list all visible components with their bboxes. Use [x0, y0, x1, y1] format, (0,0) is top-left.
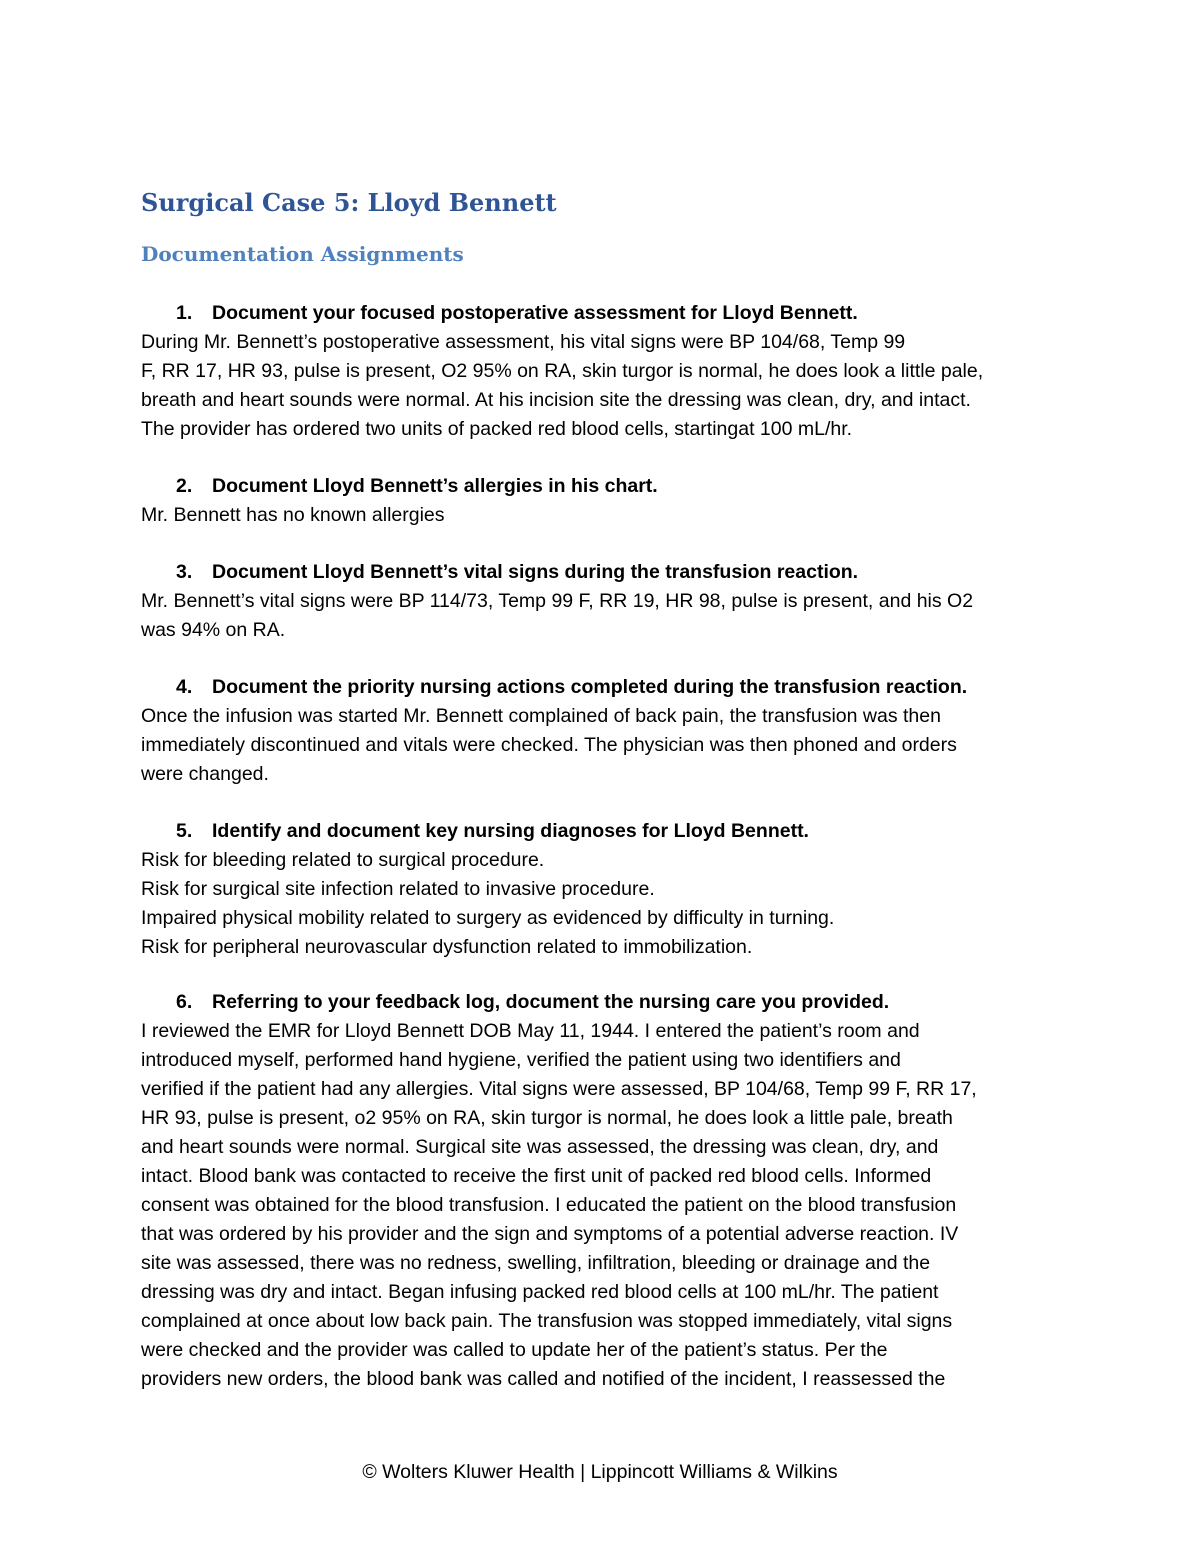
- answer-line: and heart sounds were normal. Surgical site was assessed, the dressing was clean, dry, and: [141, 1136, 939, 1158]
- answer-line: consent was obtained for the blood transfusion. I educated the patient on the blood transfusion: [141, 1194, 957, 1216]
- question-number: 3.: [176, 561, 193, 583]
- answer-line: During Mr. Bennett’s postoperative assessment, his vital signs were BP 104/68, Temp 99: [141, 331, 906, 353]
- answer-line: F, RR 17, HR 93, pulse is present, O2 95% on RA, skin turgor is normal, he does look a little pale,: [141, 360, 984, 382]
- question-5-heading: [176, 817, 809, 846]
- question-prompt: Referring to your feedback log, document the nursing care you provided.: [212, 991, 890, 1013]
- answer-line: Once the infusion was started Mr. Bennett complained of back pain, the transfusion was then: [141, 705, 941, 727]
- question-prompt: Identify and document key nursing diagnoses for Lloyd Bennett.: [212, 820, 809, 842]
- answer-line: Risk for surgical site infection related to invasive procedure.: [141, 878, 655, 900]
- answer-line: complained at once about low back pain. The transfusion was stopped immediately, vital signs: [141, 1310, 953, 1332]
- answer-2: [141, 501, 1056, 530]
- answer-line: was 94% on RA.: [141, 619, 286, 641]
- answer-1: [141, 328, 1056, 444]
- answer-3: [141, 587, 1056, 645]
- answer-line: Impaired physical mobility related to surgery as evidenced by difficulty in turning.: [141, 907, 835, 929]
- question-number: 1.: [176, 302, 193, 324]
- answer-4: [141, 702, 1056, 789]
- page-title: Surgical Case 5: Lloyd Bennett: [141, 188, 557, 217]
- question-3-heading: [176, 558, 858, 587]
- answer-line: intact. Blood bank was contacted to receive the first unit of packed red blood cells. Informed: [141, 1165, 932, 1187]
- question-number: 4.: [176, 676, 193, 698]
- question-number: 6.: [176, 991, 193, 1013]
- answer-line: site was assessed, there was no redness, swelling, infiltration, bleeding or drainage and the: [141, 1252, 931, 1274]
- answer-line: breath and heart sounds were normal. At his incision site the dressing was clean, dry, and intact.: [141, 389, 971, 411]
- section-subtitle: Documentation Assignments: [141, 242, 464, 266]
- answer-line: verified if the patient had any allergies. Vital signs were assessed, BP 104/68, Temp 99 F, RR 17,: [141, 1078, 977, 1100]
- answer-line: HR 93, pulse is present, o2 95% on RA, skin turgor is normal, he does look a little pale, breath: [141, 1107, 953, 1129]
- answer-line: dressing was dry and intact. Began infusing packed red blood cells at 100 mL/hr. The patient: [141, 1281, 939, 1303]
- answer-line: providers new orders, the blood bank was called and notified of the incident, I reassessed the: [141, 1368, 946, 1390]
- answer-line: Risk for peripheral neurovascular dysfunction related to immobilization.: [141, 936, 753, 958]
- answer-line: Risk for bleeding related to surgical procedure.: [141, 849, 545, 871]
- answer-line: The provider has ordered two units of packed red blood cells, startingat 100 mL/hr.: [141, 418, 853, 440]
- question-prompt: Document your focused postoperative assessment for Lloyd Bennett.: [212, 302, 858, 324]
- answer-line: Mr. Bennett has no known allergies: [141, 504, 445, 526]
- answer-5: [141, 846, 1056, 962]
- question-1-heading: [176, 299, 858, 328]
- question-number: 2.: [176, 475, 193, 497]
- answer-line: Mr. Bennett’s vital signs were BP 114/73, Temp 99 F, RR 19, HR 98, pulse is present, and his O2: [141, 590, 974, 612]
- answer-line: immediately discontinued and vitals were checked. The physician was then phoned and orders: [141, 734, 957, 756]
- answer-line: I reviewed the EMR for Lloyd Bennett DOB May 11, 1944. I entered the patient’s room and: [141, 1020, 920, 1042]
- question-number: 5.: [176, 820, 193, 842]
- answer-6: [141, 1017, 1056, 1394]
- question-4-heading: [176, 673, 967, 702]
- question-prompt: Document the priority nursing actions completed during the transfusion reaction.: [212, 676, 968, 698]
- answer-line: were changed.: [141, 763, 269, 785]
- answer-line: that was ordered by his provider and the sign and symptoms of a potential adverse reaction. IV: [141, 1223, 959, 1245]
- answer-line: were checked and the provider was called to update her of the patient’s status. Per the: [141, 1339, 888, 1361]
- question-prompt: Document Lloyd Bennett’s allergies in his chart.: [212, 475, 658, 497]
- question-6-heading: [176, 988, 889, 1017]
- question-prompt: Document Lloyd Bennett’s vital signs during the transfusion reaction.: [212, 561, 859, 583]
- answer-line: introduced myself, performed hand hygiene, verified the patient using two identifiers and: [141, 1049, 901, 1071]
- question-2-heading: [176, 472, 658, 501]
- copyright-footer: © Wolters Kluwer Health | Lippincott Williams & Wilkins: [362, 1461, 838, 1483]
